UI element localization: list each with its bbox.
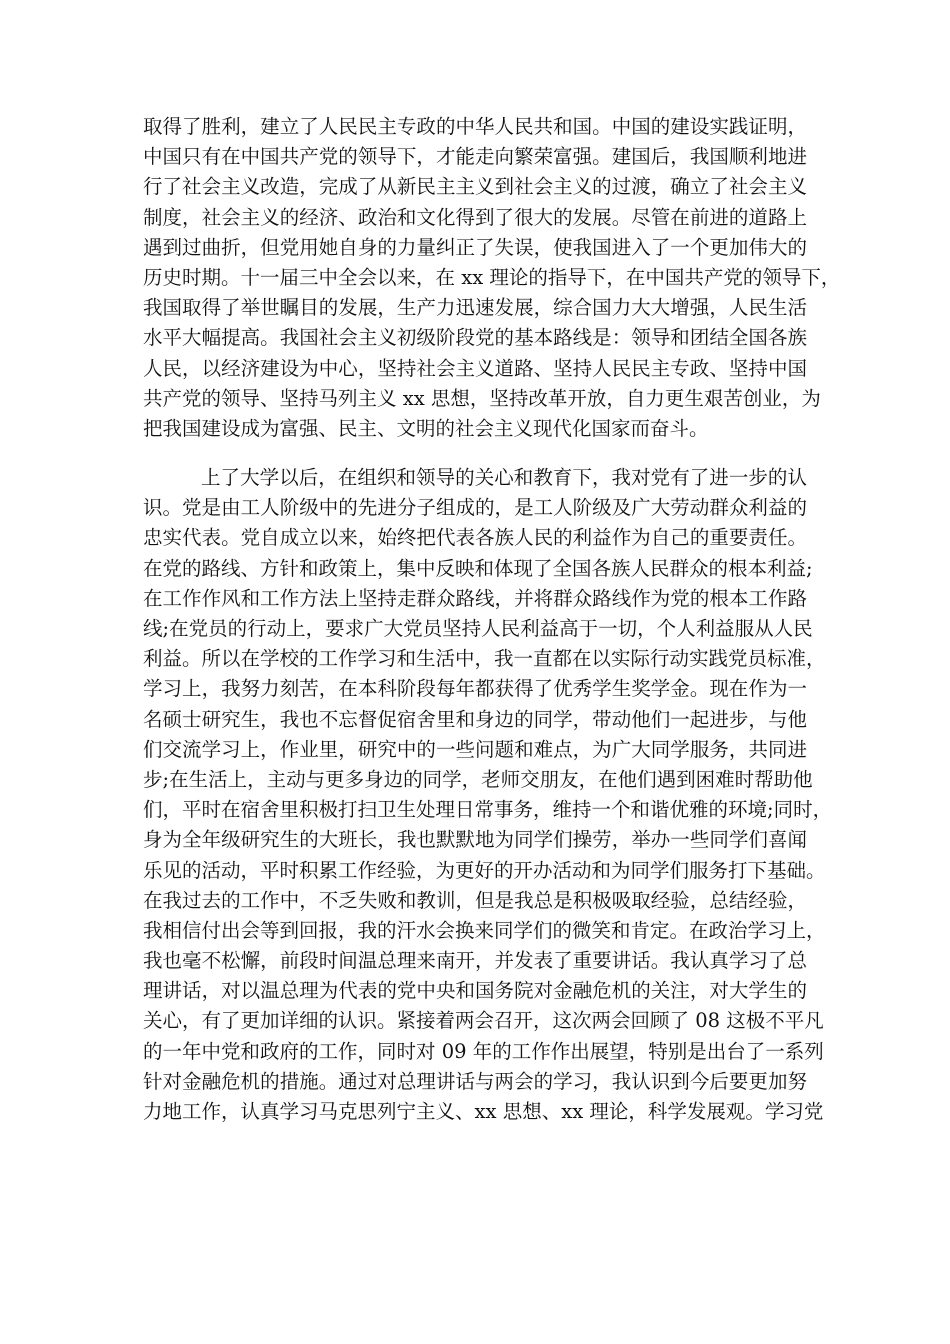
text-line: 制度，社会主义的经济、政治和文化得到了很大的发展。尽管在前进的道路上 bbox=[143, 205, 807, 229]
text-line: 利益。所以在学校的工作学习和生活中，我一直都在以实际行动实践党员标准， bbox=[143, 647, 826, 671]
text-line: 线;在党员的行动上，要求广大党员坚持人民利益高于一切，个人利益服从人民 bbox=[143, 617, 813, 640]
text-line: 身为全年级研究生的大班长，我也默默地为同学们操劳，举办一些同学们喜闻 bbox=[143, 828, 807, 852]
text-line: 共产党的领导、坚持马列主义 xx 思想，坚持改革开放，自力更生艰苦创业，为 bbox=[143, 386, 821, 410]
text-line: 在我过去的工作中，不乏失败和教训，但是我总是积极吸取经验，总结经验， bbox=[143, 888, 807, 912]
text-line: 人民，以经济建设为中心，坚持社会主义道路、坚持人民民主专政、坚持中国 bbox=[143, 356, 807, 380]
text-line: 的一年中党和政府的工作，同时对 09 年的工作作出展望，特别是出台了一系列 bbox=[143, 1039, 824, 1063]
text-line: 名硕士研究生，我也不忘督促宿舍里和身边的同学，带动他们一起进步，与他 bbox=[143, 707, 807, 731]
text-line: 行了社会主义改造，完成了从新民主主义到社会主义的过渡，确立了社会主义 bbox=[143, 175, 807, 199]
text-line: 忠实代表。党自成立以来，始终把代表各族人民的利益作为自己的重要责任。 bbox=[143, 526, 807, 550]
text-line: 我相信付出会等到回报，我的汗水会换来同学们的微笑和肯定。在政治学习上， bbox=[143, 918, 826, 942]
text-line: 理讲话，对以温总理为代表的党中央和国务院对金融危机的关注，对大学生的 bbox=[143, 979, 807, 1003]
text-line: 历史时期。十一届三中全会以来，在 xx 理论的指导下，在中国共产党的领导下， bbox=[143, 265, 841, 289]
text-line: 在党的路线、方针和政策上，集中反映和体现了全国各族人民群众的根本利益; bbox=[143, 556, 813, 580]
text-line: 我也毫不松懈，前段时间温总理来南开，并发表了重要讲话。我认真学习了总 bbox=[143, 949, 807, 973]
text-line: 力地工作，认真学习马克思列宁主义、xx 思想、xx 理论，科学发展观。学习党 bbox=[143, 1100, 824, 1123]
paragraph-1 bbox=[143, 112, 841, 444]
text-line: 把我国建设成为富强、民主、文明的社会主义现代化国家而奋斗。 bbox=[143, 416, 709, 440]
document-page bbox=[143, 112, 841, 1127]
text-line: 乐见的活动，平时积累工作经验，为更好的开办活动和为同学们服务打下基础。 bbox=[143, 858, 826, 882]
text-line: 们交流学习上，作业里，研究中的一些问题和难点，为广大同学服务，共同进 bbox=[143, 737, 807, 761]
text-line: 在工作作风和工作方法上坚持走群众路线，并将群众路线作为党的根本工作路 bbox=[143, 586, 807, 610]
paragraph-2 bbox=[143, 463, 833, 1127]
text-line-indented: 上了大学以后，在组织和领导的关心和教育下，我对党有了进一步的认 bbox=[201, 466, 807, 490]
text-line: 针对金融危机的措施。通过对总理讲话与两会的学习，我认识到今后要更加努 bbox=[143, 1069, 807, 1093]
text-line: 学习上，我努力刻苦，在本科阶段每年都获得了优秀学生奖学金。现在作为一 bbox=[143, 677, 807, 701]
text-line: 们，平时在宿舍里积极打扫卫生处理日常事务，维持一个和谐优雅的环境;同时， bbox=[143, 798, 833, 822]
text-line: 取得了胜利，建立了人民民主专政的中华人民共和国。中国的建设实践证明， bbox=[143, 115, 807, 138]
text-line: 遇到过曲折，但党用她自身的力量纠正了失误，使我国进入了一个更加伟大的 bbox=[143, 235, 807, 259]
text-line: 中国只有在中国共产党的领导下，才能走向繁荣富强。建国后，我国顺利地进 bbox=[143, 145, 807, 169]
text-line: 我国取得了举世瞩目的发展，生产力迅速发展，综合国力大大增强，人民生活 bbox=[143, 296, 807, 320]
text-line: 水平大幅提高。我国社会主义初级阶段党的基本路线是：领导和团结全国各族 bbox=[143, 326, 807, 350]
text-line: 步;在生活上，主动与更多身边的同学，老师交朋友，在他们遇到困难时帮助他 bbox=[143, 767, 813, 791]
text-line: 关心，有了更加详细的认识。紧接着两会召开，这次两会回顾了 08 这极不平凡 bbox=[143, 1009, 824, 1033]
text-line: 识。党是由工人阶级中的先进分子组成的，是工人阶级及广大劳动群众利益的 bbox=[143, 496, 807, 520]
